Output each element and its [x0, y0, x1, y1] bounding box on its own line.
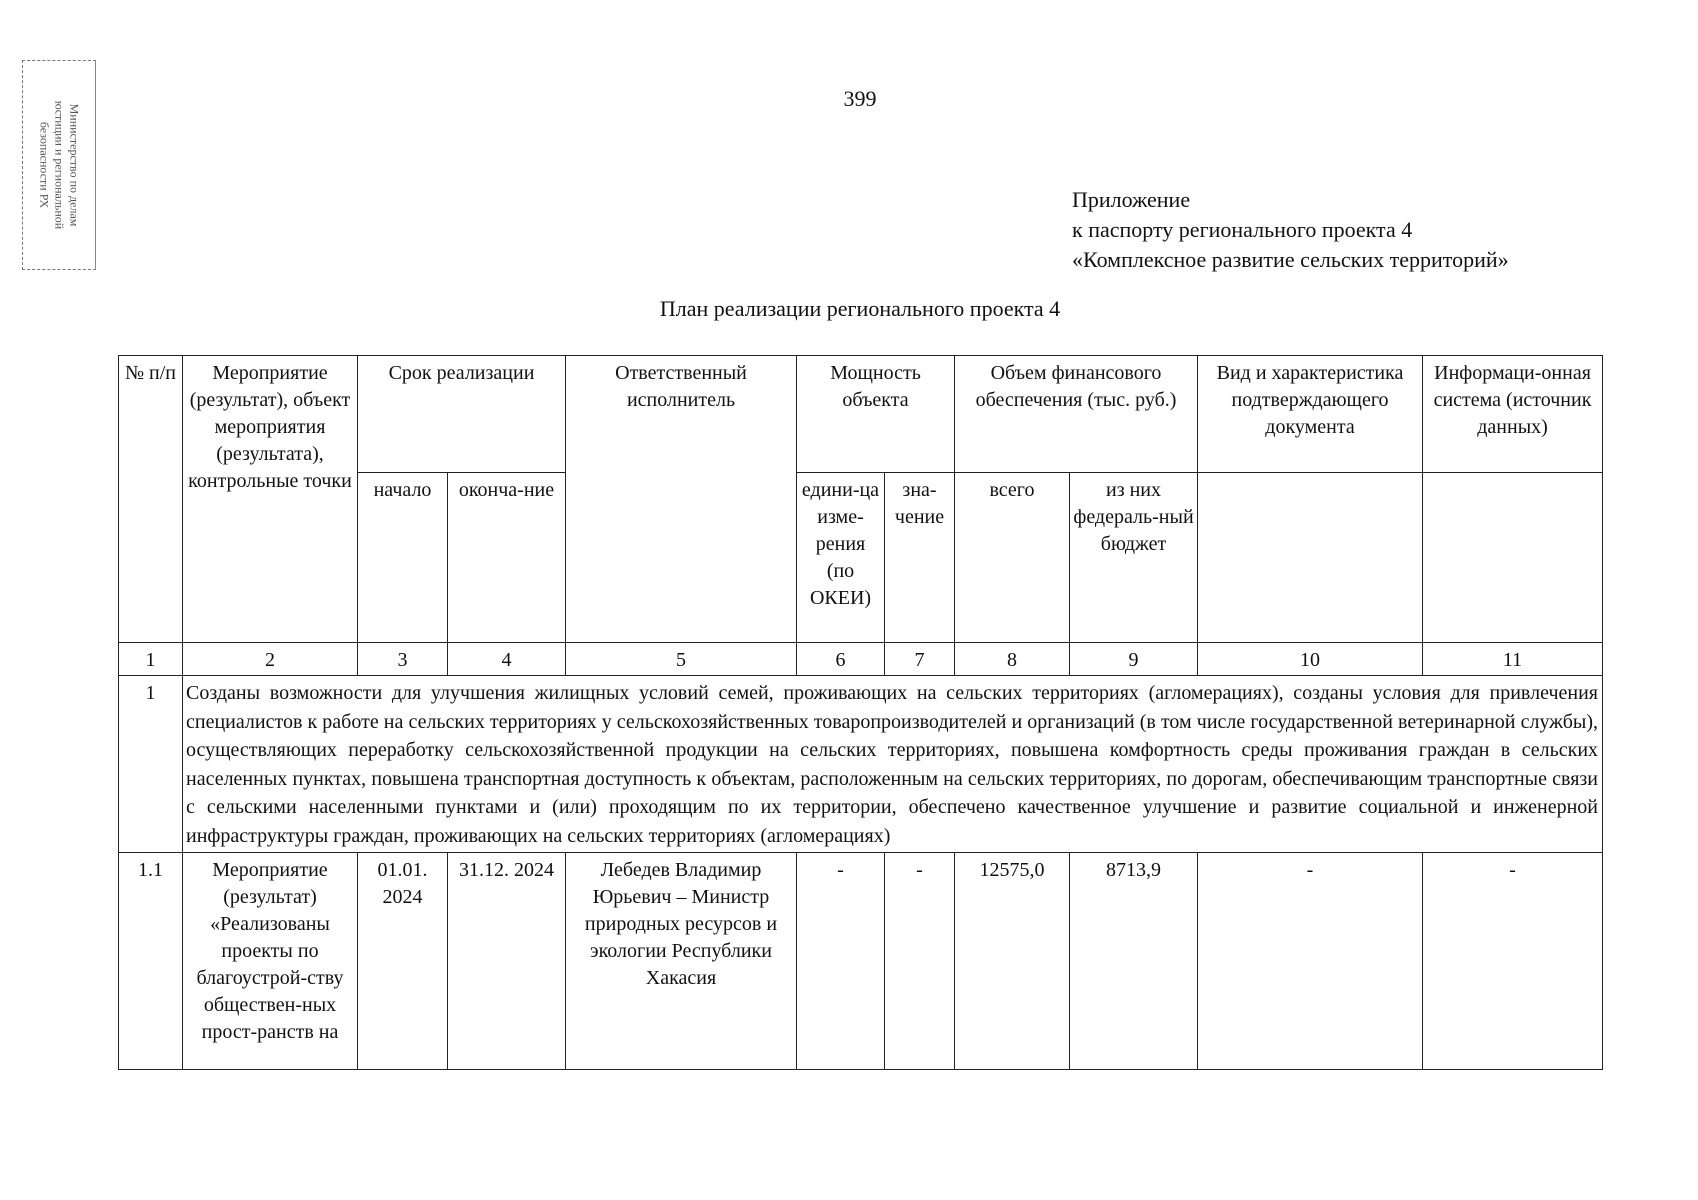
header-cell-info-system: Информаци-онная система (источник данных) — [1423, 356, 1603, 473]
column-number: 4 — [448, 643, 566, 676]
row-event: Мероприятие (результат) «Реализованы проекты по благоустрой-ству обществен-ных прост-ранств на — [183, 853, 358, 1070]
row-number: 1.1 — [119, 853, 183, 1070]
column-number: 1 — [119, 643, 183, 676]
section-row — [119, 676, 1603, 853]
column-number: 8 — [955, 643, 1070, 676]
header-cell-capacity: Мощность объекта — [797, 356, 955, 473]
header-cell-finance-federal: из них федераль-ный бюджет — [1070, 473, 1198, 643]
header-cell-capacity-unit: едини-ца изме-рения (по ОКЕИ) — [797, 473, 885, 643]
implementation-plan-table — [118, 355, 1603, 1070]
row-info-system: - — [1423, 853, 1603, 1070]
header-cell-term-start: начало — [358, 473, 448, 643]
section-number: 1 — [119, 676, 183, 853]
page-number: 399 — [843, 86, 877, 111]
column-number: 11 — [1423, 643, 1603, 676]
row-end-date: 31.12. 2024 — [448, 853, 566, 1070]
header-cell-finance: Объем финансового обеспечения (тыс. руб.) — [955, 356, 1198, 473]
row-unit: - — [797, 853, 885, 1070]
column-number: 6 — [797, 643, 885, 676]
plan-title: План реализации регионального проекта 4 — [659, 296, 1061, 321]
appendix-line: к паспорту регионального проекта 4 — [1072, 217, 1413, 242]
stamp-line: Министерство по делам — [67, 103, 82, 227]
row-finance-total: 12575,0 — [955, 853, 1070, 1070]
stamp-text — [37, 65, 82, 265]
section-description: Созданы возможности для улучшения жилищных условий семей, проживающих на сельских территориях (агломерациях), созданы условия для привлечения специалистов к работе на сельских территориях у сельскохозяйственных товаропроизводителей и организаций (в том числе государственной ветеринарной службы), осуществляющих переработку сельскохозяйственной продукции на сельских территориях, повышена комфортность среды проживания граждан в сельских населенных пунктах, повышена транспортная доступность к объектам, расположенным на сельских территориях, по дорогам, обеспечивающим транспортные связи с сельскими населенными пунктами и (или) проходящим по их территории, обеспечено качественное улучшение и развитие социальной и инженерной инфраструктуры граждан, проживающих на сельских территориях (агломерациях) — [183, 676, 1603, 853]
row-responsible: Лебедев Владимир Юрьевич – Министр природных ресурсов и экологии Республики Хакасия — [566, 853, 797, 1070]
header-cell-term: Срок реализации — [358, 356, 566, 473]
column-number: 9 — [1070, 643, 1198, 676]
header-cell-capacity-value: зна-чение — [885, 473, 955, 643]
row-value: - — [885, 853, 955, 1070]
header-cell-finance-total: всего — [955, 473, 1070, 643]
appendix-line: «Комплексное развитие сельских территорий» — [1072, 247, 1509, 272]
column-number: 7 — [885, 643, 955, 676]
stamp-line: юстиции и региональной — [52, 100, 67, 230]
table-row — [119, 853, 1603, 1070]
header-cell-doc-type: Вид и характеристика подтверждающего документа — [1198, 356, 1423, 473]
column-number: 5 — [566, 643, 797, 676]
header-cell-empty — [1198, 473, 1423, 643]
column-number: 2 — [183, 643, 358, 676]
row-start-date: 01.01. 2024 — [358, 853, 448, 1070]
appendix-line: Приложение — [1072, 187, 1191, 212]
column-number-row — [119, 643, 1603, 676]
header-cell-responsible: Ответственный исполнитель — [566, 356, 797, 643]
stamp-line: безопасности РХ — [37, 121, 52, 209]
row-finance-federal: 8713,9 — [1070, 853, 1198, 1070]
header-cell-event: Мероприятие (результат), объект мероприятия (результата), контрольные точки — [183, 356, 358, 643]
column-number: 10 — [1198, 643, 1423, 676]
column-number: 3 — [358, 643, 448, 676]
header-cell-num: № п/п — [119, 356, 183, 643]
appendix-heading — [1072, 185, 1509, 275]
table-header-row — [119, 356, 1603, 473]
registration-stamp — [22, 60, 96, 270]
header-cell-term-end: оконча-ние — [448, 473, 566, 643]
row-doc-type: - — [1198, 853, 1423, 1070]
header-cell-empty — [1423, 473, 1603, 643]
